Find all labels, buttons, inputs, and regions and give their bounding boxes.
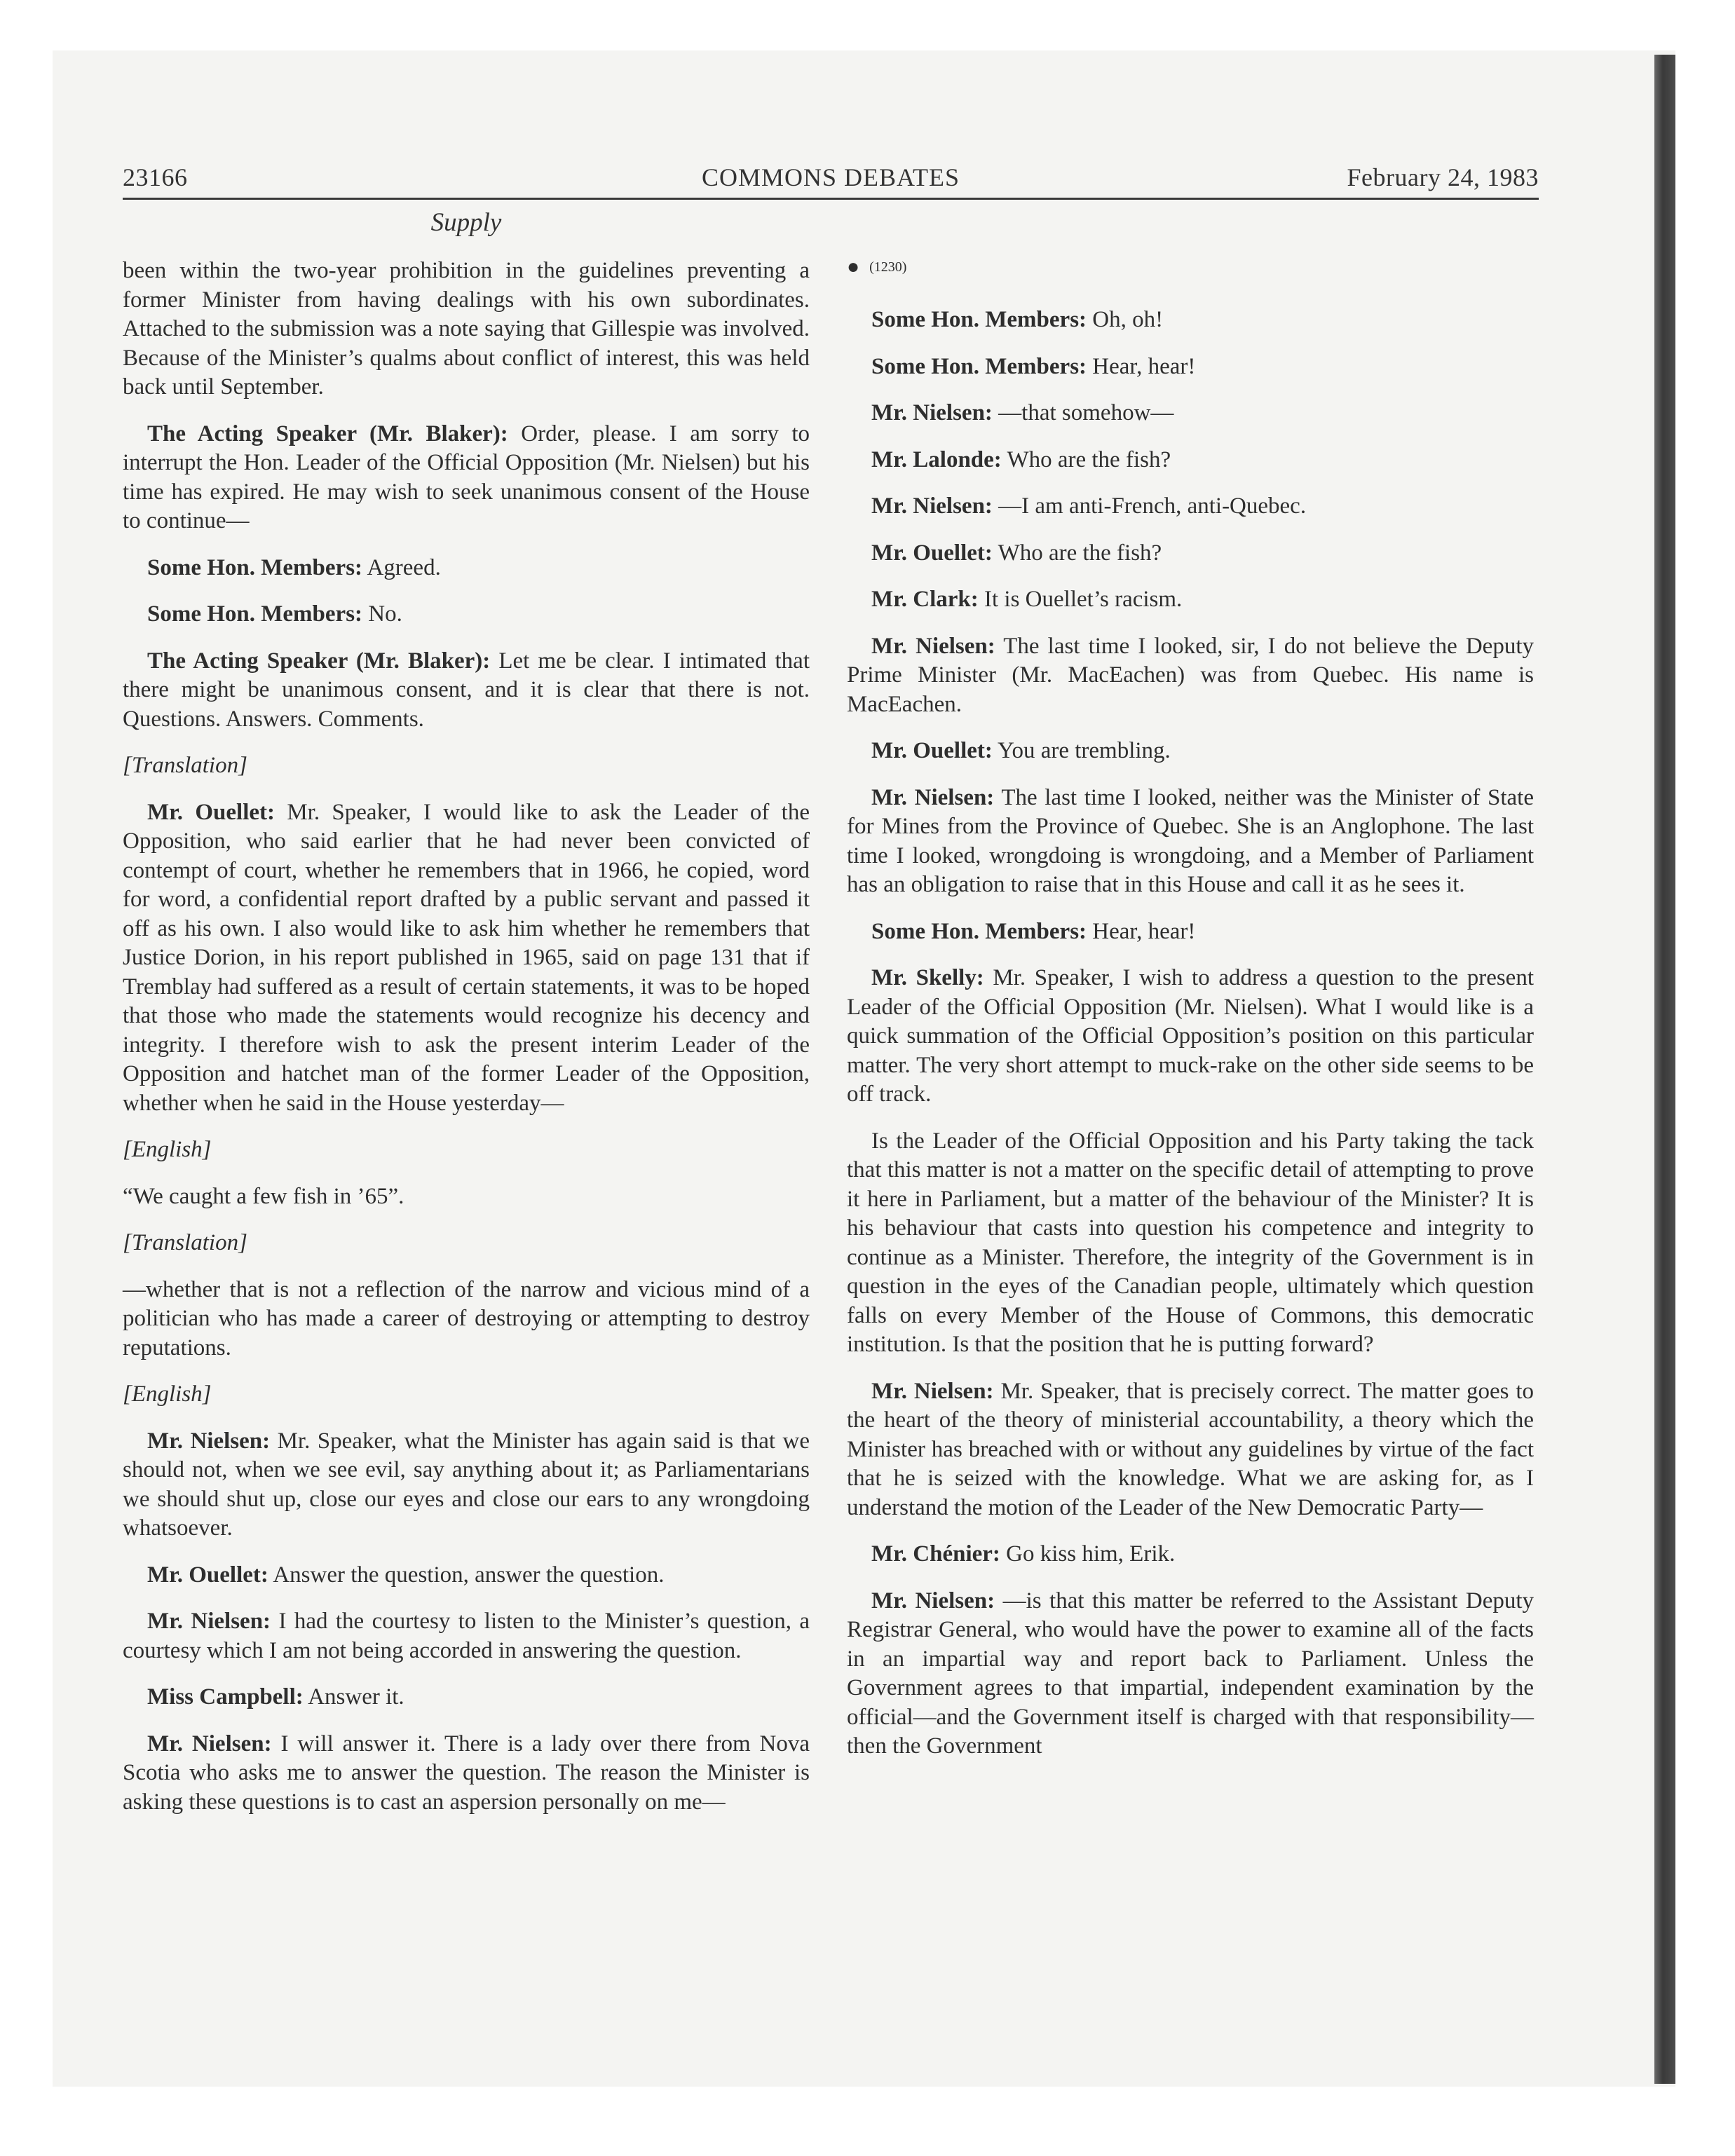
speaker-name: The Acting Speaker (Mr. Blaker): (147, 648, 491, 674)
speech-text: Hear, hear! (1092, 353, 1196, 379)
speech-text: The last time I looked, neither was the Minister of State for Mines from the Province of Quebec. She is an Anglophone. The last time I looked, wrongdoing is wrongdoing, and a Member of Parliament has an obligation to raise that in this House and call it as he sees it. (847, 784, 1534, 897)
paragraph: Is the Leader of the Official Opposition and his Party taking the tack that this matter is not a matter on the specific detail of attempting to prove it here in Parliament, but a matter of the behaviour of the Minister? It is his behaviour that casts into question his competence and integrity to continue as a Minister. Therefore, the integrity of the Government is in question in the eyes of the Canadian people, ultimately which question falls on every Member of the House of Commons, this democratic institution. Is that the position that he is putting forward? (847, 1128, 1534, 1357)
speech-text: Hear, hear! (1092, 918, 1196, 944)
speech-text: Answer it. (308, 1684, 404, 1710)
speech-paragraph (123, 554, 810, 583)
page-date: February 24, 1983 (1347, 163, 1539, 191)
header-rule (123, 198, 1539, 200)
time-marker-text: (1230) (869, 259, 907, 275)
speaker-name: Mr. Ouellet: (147, 799, 275, 825)
speech-paragraph (123, 1561, 810, 1590)
speaker-name: Mr. Lalonde: (871, 446, 1002, 472)
speaker-name: Mr. Clark: (871, 587, 979, 612)
speech-paragraph (847, 964, 1534, 1110)
speech-text: Mr. Speaker, I wish to address a question to the present Leader of the Official Opposition (Mr. Nielsen). What I would like is a quick summation of the Official Opposition’s position on this particular matter. The very short attempt to muck-rake on the other side seems to be off track. (847, 965, 1534, 1107)
speech-paragraph (123, 600, 810, 629)
speech-text: Order, please. I am sorry to interrupt the Hon. Leader of the Official Opposition (Mr. Nielsen) but his time has expired. He may wish to seek unanimous consent of the House to continue— (123, 421, 810, 533)
speaker-name: Mr. Nielsen: (147, 1731, 272, 1756)
continuation-paragraph: —whether that is not a reflection of the narrow and vicious mind of a politician who has made a career of destroying or attempting to destroy reputations. (123, 1276, 810, 1360)
language-marker (123, 751, 810, 781)
right-column (847, 257, 1534, 1779)
speech-text: No. (368, 601, 402, 627)
speaker-name: Mr. Nielsen: (147, 1609, 271, 1634)
speaker-name: Mr. Nielsen: (871, 400, 993, 425)
speech-paragraph (847, 784, 1534, 900)
page-number: 23166 (123, 163, 188, 191)
speech-paragraph (847, 1377, 1534, 1523)
speech-paragraph (123, 1427, 810, 1543)
speaker-name: Mr. Nielsen: (871, 633, 995, 659)
speaker-name: Mr. Ouellet: (147, 1562, 268, 1588)
language-marker (123, 1229, 810, 1258)
speech-paragraph (847, 632, 1534, 720)
language-marker (123, 1135, 810, 1165)
speech-text: —that somehow— (998, 400, 1174, 425)
speech-paragraph (123, 647, 810, 735)
language-marker (123, 1380, 810, 1410)
speaker-name: Mr. Nielsen: (147, 1428, 271, 1454)
speech-paragraph (847, 306, 1534, 335)
speech-text: Mr. Speaker, I would like to ask the Leader of the Opposition, who said earlier that he had never been convicted of contempt of court, whether he remembers that in 1966, he copied, word for word, a confidential report drafted by a public servant and passed it off as his own. I also would like to ask him whether he remembers that Justice Dorion, in his report published in 1965, said on page 131 that if Tremblay had suffered as a result of certain statements, it was to be hoped that those who made the statements would recognize his decency and integrity. I therefore wish to ask the present interim Leader of the Opposition and hatchet man of the former Leader of the Opposition, whether when he said in the House yesterday— (123, 799, 810, 1116)
speech-text: Mr. Speaker, what the Minister has again said is that we should not, when we see evil, say anything about it; as Parliamentarians we should shut up, close our eyes and close our ears to any wrongdoing whatsoever. (123, 1428, 810, 1541)
scan-edge (1654, 55, 1675, 2084)
speech-paragraph (847, 446, 1534, 475)
speech-text: Go kiss him, Erik. (1006, 1541, 1176, 1567)
speech-paragraph (847, 1540, 1534, 1569)
speech-text: Agreed. (367, 554, 441, 580)
speaker-name: Mr. Skelly: (871, 965, 984, 990)
language-marker-text: [English] (123, 1381, 212, 1407)
speech-paragraph (123, 420, 810, 536)
running-header (123, 163, 1539, 199)
speaker-name: Some Hon. Members: (871, 353, 1087, 379)
speech-text: The last time I looked, sir, I do not believe the Deputy Prime Minister (Mr. MacEachen) was from Quebec. His name is MacEachen. (847, 633, 1534, 717)
speech-text: Mr. Speaker, that is precisely correct. The matter goes to the heart of the theory of ministerial accountability, a theory which the Minister has breached with or without any guidelines by virtue of the fact that he is seized with the knowledge. What we are asking for, as I understand the motion of the Leader of the New Democratic Party— (847, 1378, 1534, 1520)
speech-paragraph (847, 585, 1534, 615)
speech-text: You are trembling. (997, 738, 1171, 763)
continuation-paragraph: “We caught a few fish in ’65”. (123, 1183, 404, 1209)
language-marker-text: [Translation] (123, 1230, 247, 1255)
speech-paragraph (123, 1730, 810, 1817)
speaker-name: Mr. Nielsen: (871, 1588, 995, 1613)
running-title: COMMONS DEBATES (701, 163, 960, 191)
speaker-name: Mr. Nielsen: (871, 1378, 994, 1404)
speaker-name: Mr. Chénier: (871, 1541, 1000, 1567)
speech-text: Oh, oh! (1092, 307, 1164, 332)
speech-text: Who are the fish? (1007, 446, 1171, 472)
speech-paragraph (847, 539, 1534, 568)
speech-paragraph (123, 798, 810, 1119)
speech-paragraph (847, 353, 1534, 382)
speaker-name: Mr. Ouellet: (871, 738, 993, 763)
speech-text: Let me be clear. I intimated that there might be unanimous consent, and it is clear that there is not. Questions. Answers. Comments. (123, 648, 810, 732)
time-marker (847, 257, 1534, 278)
speaker-name: Some Hon. Members: (147, 554, 363, 580)
speech-paragraph (847, 737, 1534, 766)
speaker-name: Some Hon. Members: (147, 601, 363, 627)
speaker-name: Mr. Nielsen: (871, 493, 993, 519)
speech-text: Answer the question, answer the question. (273, 1562, 665, 1588)
speaker-name: The Acting Speaker (Mr. Blaker): (147, 421, 508, 446)
speech-paragraph (847, 917, 1534, 947)
speech-text: —I am anti-French, anti-Quebec. (998, 493, 1307, 519)
speech-paragraph (123, 1683, 810, 1712)
speech-text: Who are the fish? (998, 540, 1162, 566)
language-marker-text: [Translation] (123, 753, 247, 778)
continuation-paragraph: been within the two-year prohibition in the guidelines preventing a former Minister from having dealings with his own subordinates. Attached to the submission was a note saying that Gillespie was involved. Because of the Minister’s qualms about conflict of interest, this was held back until September. (123, 258, 810, 400)
speech-text: —is that this matter be referred to the Assistant Deputy Registrar General, who would have the power to examine all of the facts in an impartial way and report back to Parliament. Unless the Government agrees to that impartial, independent examination by the official—and the Government itself is charged with that responsibility—then the Government (847, 1588, 1535, 1759)
language-marker-text: [English] (123, 1137, 212, 1162)
speaker-name: Miss Campbell: (147, 1684, 304, 1710)
speaker-name: Mr. Nielsen: (871, 784, 995, 810)
speech-text: It is Ouellet’s racism. (984, 587, 1183, 612)
speaker-name: Some Hon. Members: (871, 918, 1087, 944)
speaker-name: Mr. Ouellet: (871, 540, 993, 566)
speech-paragraph (123, 1607, 810, 1665)
left-column (123, 257, 810, 1834)
speech-text: I had the courtesy to listen to the Minister’s question, a courtesy which I am not being accorded in answering the question. (123, 1609, 810, 1663)
speech-paragraph (847, 492, 1534, 521)
bullet-icon: ● (847, 255, 860, 278)
speaker-name: Some Hon. Members: (871, 307, 1087, 332)
speech-paragraph (847, 1587, 1534, 1761)
speech-paragraph (847, 399, 1534, 428)
speech-text: I will answer it. There is a lady over there from Nova Scotia who asks me to answer the question. The reason the Minister is asking these questions is to cast an aspersion personally on me— (123, 1731, 810, 1815)
section-title: Supply (430, 208, 502, 237)
